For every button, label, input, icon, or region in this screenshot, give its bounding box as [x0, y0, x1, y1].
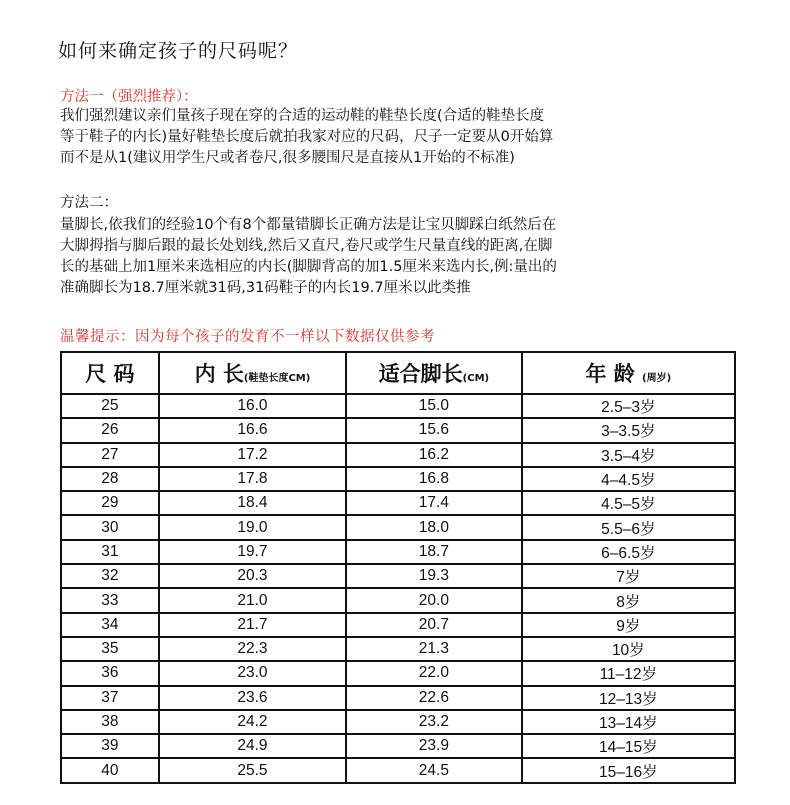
- cell-size: 32: [61, 564, 159, 588]
- cell-foot-length: 15.6: [346, 418, 521, 442]
- cell-size: 31: [61, 540, 159, 564]
- table-row: [61, 686, 735, 710]
- tip-text: 温馨提示：因为每个孩子的发育不一样以下数据仅供参考: [60, 329, 435, 345]
- cell-size: 30: [61, 515, 159, 539]
- cell-inner-length: 22.3: [159, 637, 346, 661]
- cell-inner-length: 25.5: [159, 758, 346, 782]
- header-inner-note: (鞋垫长度CM): [243, 373, 311, 384]
- table-row: [61, 734, 735, 758]
- cell-age: 3–3.5岁: [522, 418, 735, 442]
- cell-size: 35: [61, 637, 159, 661]
- cell-inner-length: 21.0: [159, 588, 346, 612]
- cell-age: 10岁: [522, 637, 735, 661]
- cell-inner-length: 23.6: [159, 686, 346, 710]
- header-age-note: (周岁): [642, 373, 672, 384]
- header-age: 年 龄 (周岁): [522, 352, 735, 394]
- cell-size: 34: [61, 613, 159, 637]
- header-size: 尺 码: [61, 352, 159, 394]
- table-row: [61, 613, 735, 637]
- cell-foot-length: 20.0: [346, 588, 521, 612]
- cell-size: 27: [61, 443, 159, 467]
- cell-size: 29: [61, 491, 159, 515]
- cell-age: 11–12岁: [522, 661, 735, 685]
- cell-inner-length: 21.7: [159, 613, 346, 637]
- method1-line: 我们强烈建议亲们量孩子现在穿的合适的运动鞋的鞋垫长度(合适的鞋垫长度: [60, 108, 545, 124]
- table-row: [61, 443, 735, 467]
- cell-foot-length: 16.2: [346, 443, 521, 467]
- cell-foot-length: 17.4: [346, 491, 521, 515]
- cell-foot-length: 21.3: [346, 637, 521, 661]
- method2-line: 量脚长,依我们的经验10个有8个都量错脚长正确方法是让宝贝脚踩白纸然后在: [60, 217, 557, 233]
- cell-age: 5.5–6岁: [522, 515, 735, 539]
- cell-age: 4.5–5岁: [522, 491, 735, 515]
- cell-size: 28: [61, 467, 159, 491]
- cell-foot-length: 20.7: [346, 613, 521, 637]
- header-foot-note: (CM): [462, 373, 490, 384]
- cell-inner-length: 23.0: [159, 661, 346, 685]
- page-title: 如何来确定孩子的尺码呢？: [58, 40, 299, 62]
- table-row: [61, 564, 735, 588]
- table-row: [61, 540, 735, 564]
- method2-line: 长的基础上加1厘米来选相应的内长(脚脚背高的加1.5厘米来选内长,例:量出的: [60, 259, 557, 275]
- cell-size: 33: [61, 588, 159, 612]
- cell-size: 39: [61, 734, 159, 758]
- cell-foot-length: 23.2: [346, 710, 521, 734]
- table-row: [61, 637, 735, 661]
- cell-inner-length: 17.8: [159, 467, 346, 491]
- method2-text: [60, 215, 750, 299]
- cell-foot-length: 22.0: [346, 661, 521, 685]
- cell-inner-length: 16.6: [159, 418, 346, 442]
- cell-foot-length: 24.5: [346, 758, 521, 782]
- table-row: [61, 588, 735, 612]
- cell-inner-length: 19.0: [159, 515, 346, 539]
- cell-size: 26: [61, 418, 159, 442]
- cell-inner-length: 18.4: [159, 491, 346, 515]
- method1-line: 而不是从1(建议用学生尺或者卷尺,很多腰围尺是直接从1开始的不标准): [60, 150, 515, 166]
- header-foot-length: 适合脚长(CM): [346, 352, 521, 394]
- table-row: [61, 394, 735, 418]
- table-row: [61, 491, 735, 515]
- cell-inner-length: 19.7: [159, 540, 346, 564]
- cell-age: 15–16岁: [522, 758, 735, 782]
- header-inner-length: 内 长(鞋垫长度CM): [159, 352, 346, 394]
- cell-inner-length: 16.0: [159, 394, 346, 418]
- table-header-row: [61, 352, 735, 394]
- method1-heading: 方法一（强烈推荐）：: [60, 89, 198, 105]
- cell-size: 37: [61, 686, 159, 710]
- cell-age: 3.5–4岁: [522, 443, 735, 467]
- table-row: [61, 710, 735, 734]
- cell-size: 40: [61, 758, 159, 782]
- cell-foot-length: 18.0: [346, 515, 521, 539]
- cell-foot-length: 15.0: [346, 394, 521, 418]
- cell-inner-length: 24.9: [159, 734, 346, 758]
- cell-age: 6–6.5岁: [522, 540, 735, 564]
- cell-inner-length: 20.3: [159, 564, 346, 588]
- method2-heading: 方法二：: [60, 195, 118, 211]
- cell-size: 36: [61, 661, 159, 685]
- cell-inner-length: 24.2: [159, 710, 346, 734]
- cell-age: 8岁: [522, 588, 735, 612]
- method1-text: [60, 106, 750, 169]
- cell-foot-length: 16.8: [346, 467, 521, 491]
- table-row: [61, 418, 735, 442]
- table-row: [61, 661, 735, 685]
- size-table: [60, 351, 736, 784]
- cell-size: 38: [61, 710, 159, 734]
- cell-age: 14–15岁: [522, 734, 735, 758]
- cell-age: 13–14岁: [522, 710, 735, 734]
- cell-foot-length: 18.7: [346, 540, 521, 564]
- cell-size: 25: [61, 394, 159, 418]
- method1-line: 等于鞋子的内长)量好鞋垫长度后就拍我家对应的尺码，尺子一定要从0开始算: [60, 129, 554, 145]
- cell-inner-length: 17.2: [159, 443, 346, 467]
- cell-age: 12–13岁: [522, 686, 735, 710]
- method2-line: 大脚拇指与脚后跟的最长处划线,然后又直尺,卷尺或学生尺量直线的距离,在脚: [60, 238, 553, 254]
- table-row: [61, 515, 735, 539]
- cell-foot-length: 23.9: [346, 734, 521, 758]
- cell-age: 4–4.5岁: [522, 467, 735, 491]
- cell-age: 2.5–3岁: [522, 394, 735, 418]
- table-row: [61, 758, 735, 782]
- table-row: [61, 467, 735, 491]
- method2-line: 准确脚长为18.7厘米就31码,31码鞋子的内长19.7厘米以此类推: [60, 280, 471, 296]
- cell-foot-length: 22.6: [346, 686, 521, 710]
- cell-foot-length: 19.3: [346, 564, 521, 588]
- cell-age: 9岁: [522, 613, 735, 637]
- cell-age: 7岁: [522, 564, 735, 588]
